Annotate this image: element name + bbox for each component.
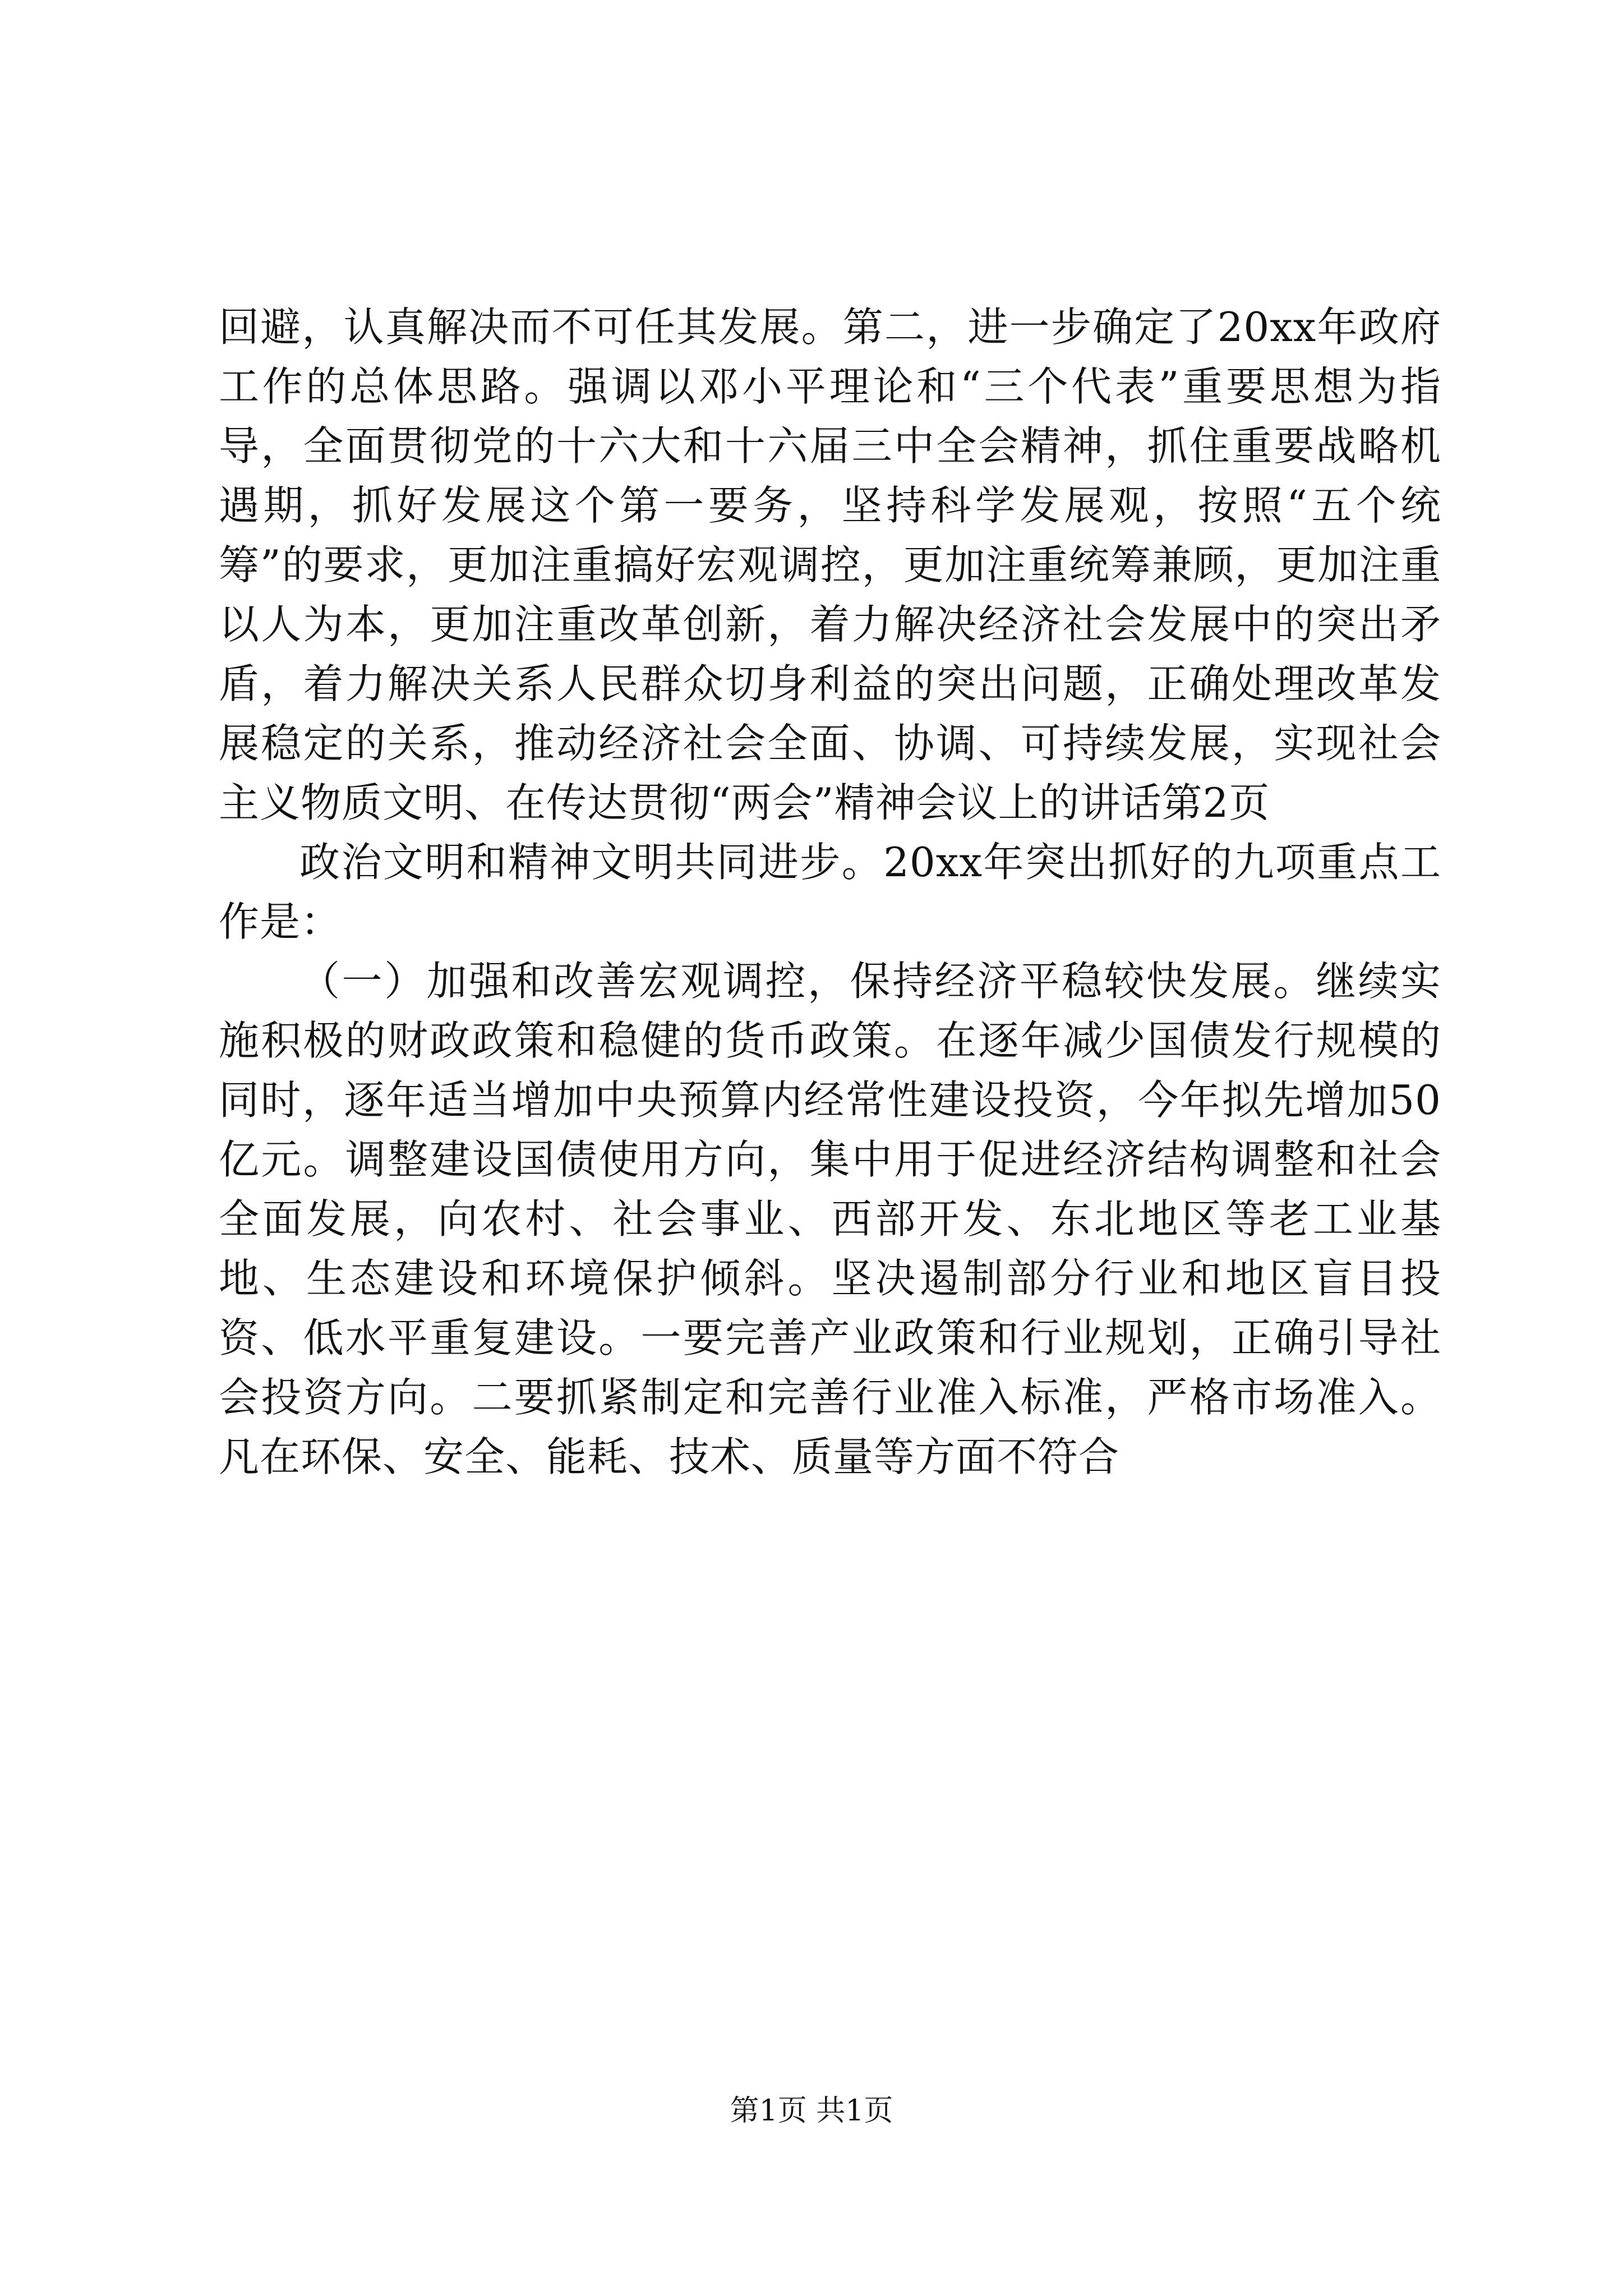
paragraph-1: 回避，认真解决而不可任其发展。第二，进一步确定了20xx年政府工作的总体思路。强调以邓小平理论和“三个代表”重要思想为指导，全面贯彻党的十六大和十六届三中全会精神，抓住重要战略机遇期，抓好发展这个第一要务，坚持科学发展观，按照“五个统筹”的要求，更加注重搞好宏观调控，更加注重统筹兼顾，更加注重以人为本，更加注重改革创新，着力解决经济社会发展中的突出矛盾，着力解决关系人民群众切身利益的突出问题，正确处理改革发展稳定的关系，推动经济社会全面、协调、可持续发展，实现社会主义物质文明、在传达贯彻“两会”精神会议上的讲话第2页 bbox=[219, 303, 1441, 826]
paragraph-3: （一）加强和改善宏观调控，保持经济平稳较快发展。继续实施积极的财政政策和稳健的货币政策。在逐年减少国债发行规模的同时，逐年适当增加中央预算内经常性建设投资，今年拟先增加50亿元。调整建设国债使用方向，集中用于促进经济结构调整和社会全面发展，向农村、社会事业、西部开发、东北地区等老工业基地、生态建设和环境保护倾斜。坚决遏制部分行业和地区盲目投资、低水平重复建设。一要完善产业政策和行业规划，正确引导社会投资方向。二要抓紧制定和完善行业准入标准，严格市场准入。凡在环保、安全、能耗、技术、质量等方面不符合 bbox=[219, 958, 1441, 1480]
paragraph-2: 政治文明和精神文明共同进步。20xx年突出抓好的九项重点工作是： bbox=[219, 839, 1441, 945]
page-footer: 第1页 共1页 bbox=[730, 2094, 893, 2128]
document-body bbox=[219, 297, 1441, 1487]
